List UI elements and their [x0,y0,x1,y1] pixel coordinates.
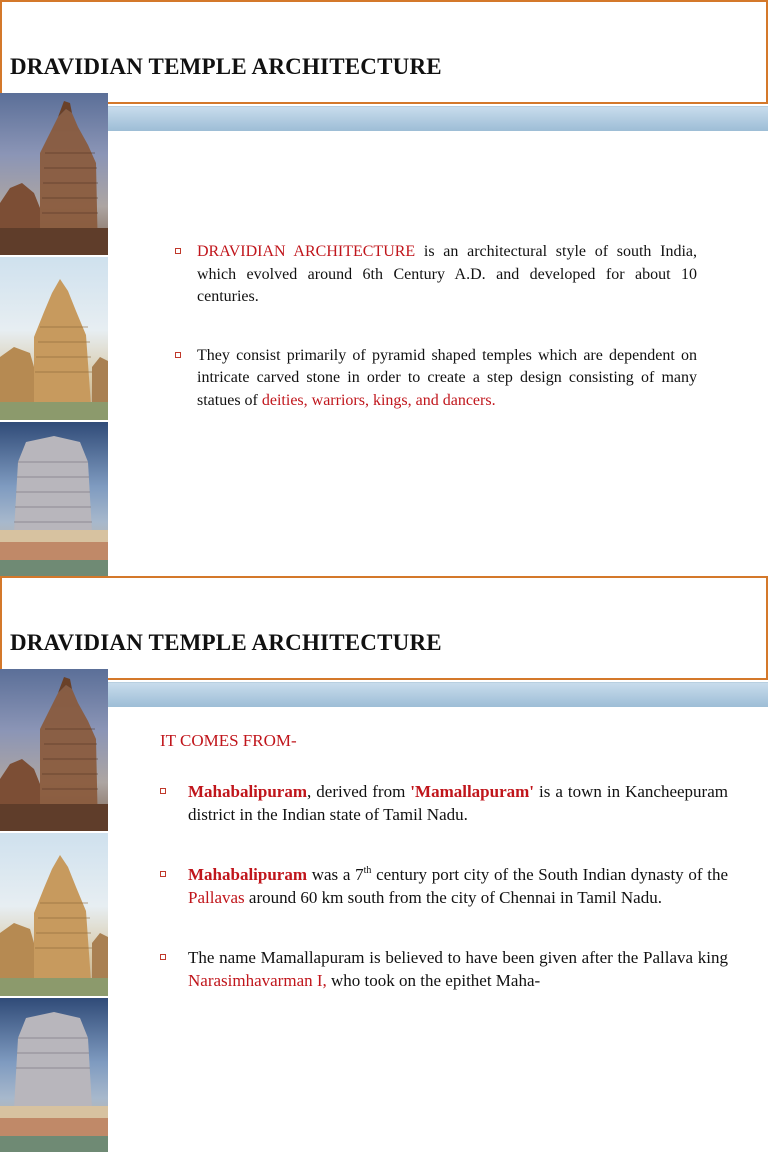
square-bullet-icon [175,248,181,254]
bullet-text: , derived from [307,781,411,801]
square-bullet-icon [160,788,166,794]
title-bar [0,0,768,104]
highlight-term: Mahabalipuram [188,864,308,884]
highlight-term: 'Mamallapuram' [410,781,535,801]
bullet-item [175,345,697,413]
slide-title: DRAVIDIAN TEMPLE ARCHITECTURE [10,630,442,655]
bullet-item [175,241,697,309]
bullet-text: The name Mamallapuram is believed to have been given after the Pallava king [188,947,728,967]
bullet-text: around 60 km south from the city of Chennai in Tamil Nadu. [244,888,662,907]
slide-1-body [175,241,697,412]
bullet-text: century port city of the South Indian dynasty of the [371,864,729,884]
highlight-term: deities, warriors, kings, and dancers. [261,391,496,409]
bullet-text: who took on the epithet Maha- [326,971,541,990]
square-bullet-icon [160,954,166,960]
temple-tank-photo [0,422,108,576]
slide-2-body [160,729,728,993]
temple-gopuram-photo [0,257,108,420]
bullet-text: was a 7 [307,864,364,884]
temple-tower-photo [0,669,108,831]
bullet-text: is a town in Kancheepuram district in the Indian state of Tamil Nadu. [188,781,728,824]
bullet-item [160,946,728,993]
temple-gopuram-photo [0,833,108,996]
square-bullet-icon [160,871,166,877]
decorative-band [108,106,768,131]
slide-title: DRAVIDIAN TEMPLE ARCHITECTURE [10,54,442,79]
decorative-band [108,682,768,707]
highlight-term: Pallavas [188,888,245,907]
highlight-term: Mahabalipuram [188,781,308,801]
highlight-term: Narasimhavarman I, [188,971,327,990]
bullet-text: They consist primarily of pyramid shaped temples which are dependent on intricate carved stone in order to create a step design consisting of many statues of [197,346,697,409]
section-heading: IT COMES FROM- [160,731,297,750]
bullet-item [160,863,728,910]
square-bullet-icon [175,352,181,358]
title-bar [0,576,768,680]
slide-2 [0,576,768,1152]
superscript: th [363,864,372,876]
bullet-text: is an architectural style of south India, which evolved around 6th Century A.D. and developed for about 10 centuries. [197,243,698,305]
temple-tower-photo [0,93,108,255]
temple-tank-photo [0,998,108,1152]
bullet-item [160,780,728,827]
highlight-term: DRAVIDIAN ARCHITECTURE [197,243,416,260]
